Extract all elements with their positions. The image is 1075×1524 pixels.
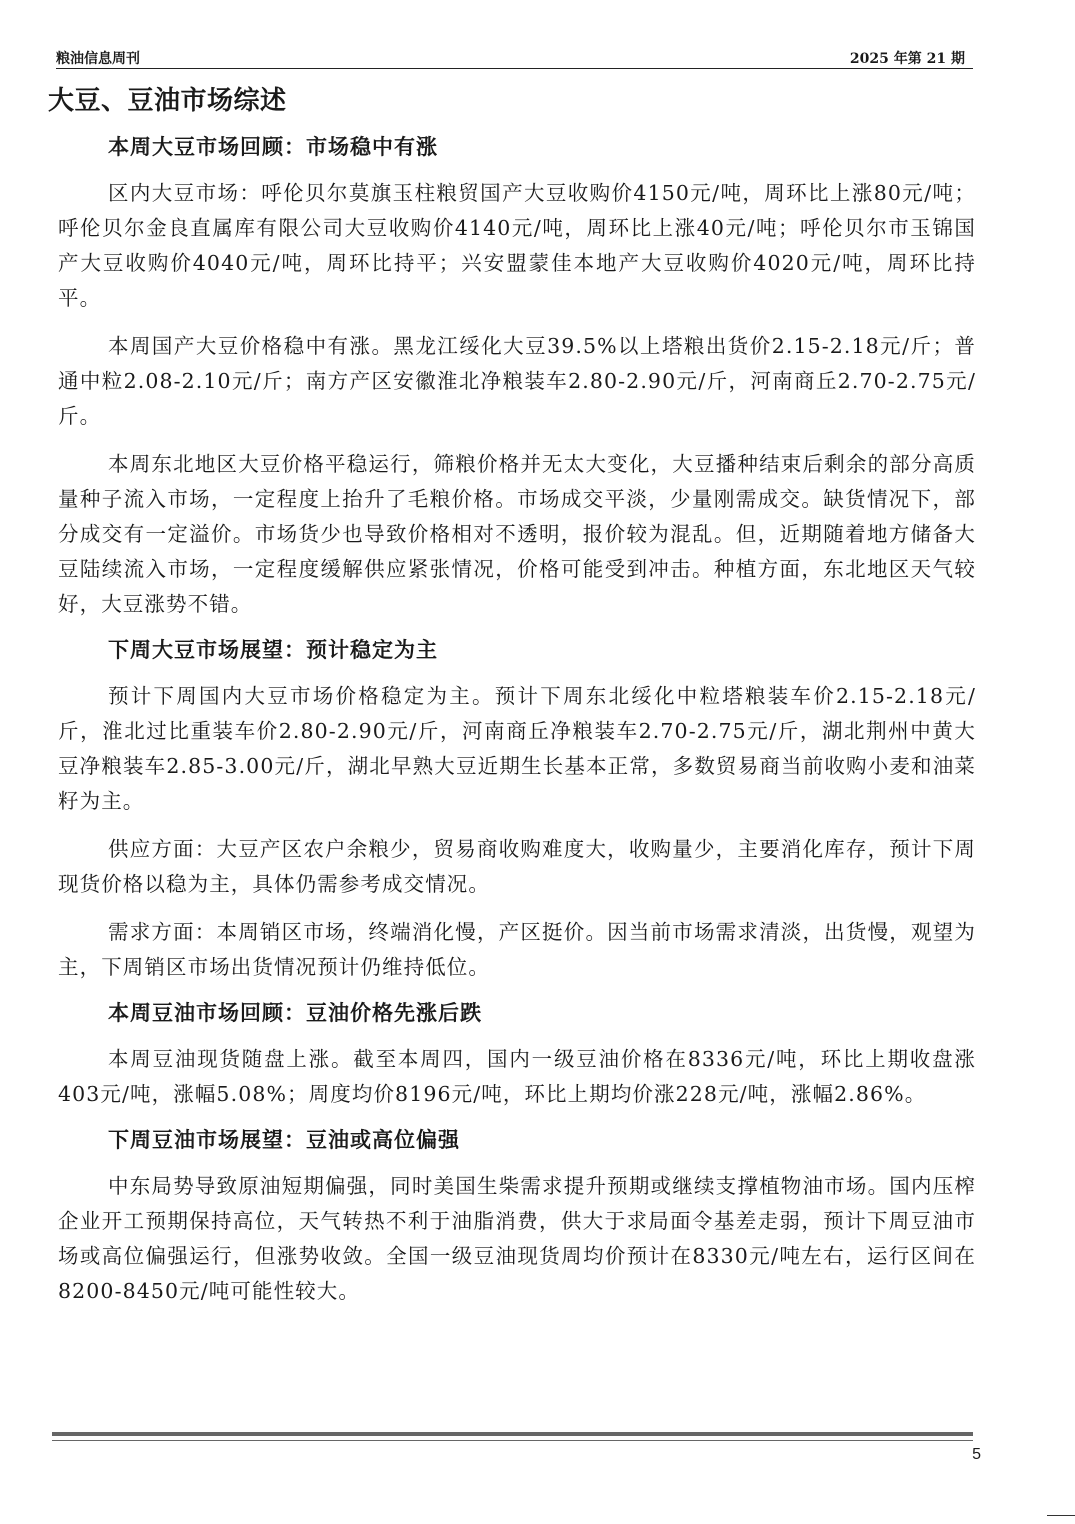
issue-number: 2025 年第 21 期	[849, 51, 965, 67]
paragraph-demand: 需求方面：本周销区市场，终端消化慢，产区挺价。因当前市场需求清淡，出货慢，观望为主，下周销区市场出货情况预计仍维持低位。	[58, 920, 976, 979]
subheading-soybean-outlook: 下周大豆市场展望：预计稳定为主	[108, 637, 438, 662]
paragraph-northeast-market: 本周东北地区大豆价格平稳运行，筛粮价格并无太大变化，大豆播种结束后剩余的部分高质量种子流入市场，一定程度上抬升了毛粮价格。市场成交平淡，少量刚需成交。缺货情况下，部分成交有一定溢价。市场货少也导致价格相对不透明，报价较为混乱。但，近期随着地方储备大豆陆续流入市场，一定程度缓解供应紧张情况，价格可能受到冲击。种植方面，东北地区天气较好，大豆涨势不错。	[58, 452, 976, 616]
paragraph-soyoil-forecast: 中东局势导致原油短期偏强，同时美国生柴需求提升预期或继续支撑植物油市场。国内压榨企业开工预期保持高位，天气转热不利于油脂消费，供大于求局面令基差走弱，预计下周豆油市场或高位偏强运行，但涨势收敛。全国一级豆油现货周均价预计在8330元/吨左右，运行区间在8200-8450元/吨可能性较大。	[58, 1174, 976, 1303]
paragraph-price-forecast: 预计下周国内大豆市场价格稳定为主。预计下周东北绥化中粒塔粮装车价2.15-2.18元/斤，淮北过比重装车价2.80-2.90元/斤，河南商丘净粮装车2.70-2.75元/斤，湖北荆州中黄大豆净粮装车2.85-3.00元/斤，湖北早熟大豆近期生长基本正常，多数贸易商当前收购小麦和油菜籽为主。	[58, 684, 976, 813]
article-body	[58, 132, 976, 1322]
footer-divider-thin	[52, 1440, 973, 1441]
header-divider	[56, 68, 973, 69]
corner-mark	[1047, 1515, 1075, 1516]
journal-name: 粮油信息周刊	[56, 51, 140, 67]
subheading-soyoil-outlook: 下周豆油市场展望：豆油或高位偏强	[108, 1127, 460, 1152]
section-title: 大豆、豆油市场综述	[48, 86, 287, 116]
page-number: 5	[972, 1446, 981, 1463]
paragraph-supply: 供应方面：大豆产区农户余粮少，贸易商收购难度大，收购量少，主要消化库存，预计下周现货价格以稳为主，具体仍需参考成交情况。	[58, 837, 976, 896]
paragraph-soyoil-prices: 本周豆油现货随盘上涨。截至本周四，国内一级豆油价格在8336元/吨，环比上期收盘涨403元/吨，涨幅5.08%；周度均价8196元/吨，环比上期均价涨228元/吨，涨幅2.86%。	[58, 1047, 976, 1106]
footer-divider-thick	[52, 1432, 973, 1436]
paragraph-regional-market: 区内大豆市场：呼伦贝尔莫旗玉柱粮贸国产大豆收购价4150元/吨，周环比上涨80元/吨；呼伦贝尔金良直属库有限公司大豆收购价4140元/吨，周环比上涨40元/吨；呼伦贝尔市玉锦国产大豆收购价4040元/吨，周环比持平；兴安盟蒙佳本地产大豆收购价4020元/吨，周环比持平。	[58, 181, 976, 310]
subheading-soybean-review: 本周大豆市场回顾：市场稳中有涨	[108, 134, 438, 159]
subheading-soyoil-review: 本周豆油市场回顾：豆油价格先涨后跌	[108, 1000, 482, 1025]
paragraph-domestic-prices: 本周国产大豆价格稳中有涨。黑龙江绥化大豆39.5%以上塔粮出货价2.15-2.18元/斤；普通中粒2.08-2.10元/斤；南方产区安徽淮北净粮装车2.80-2.90元/斤，河南商丘2.70-2.75元/斤。	[58, 334, 976, 428]
